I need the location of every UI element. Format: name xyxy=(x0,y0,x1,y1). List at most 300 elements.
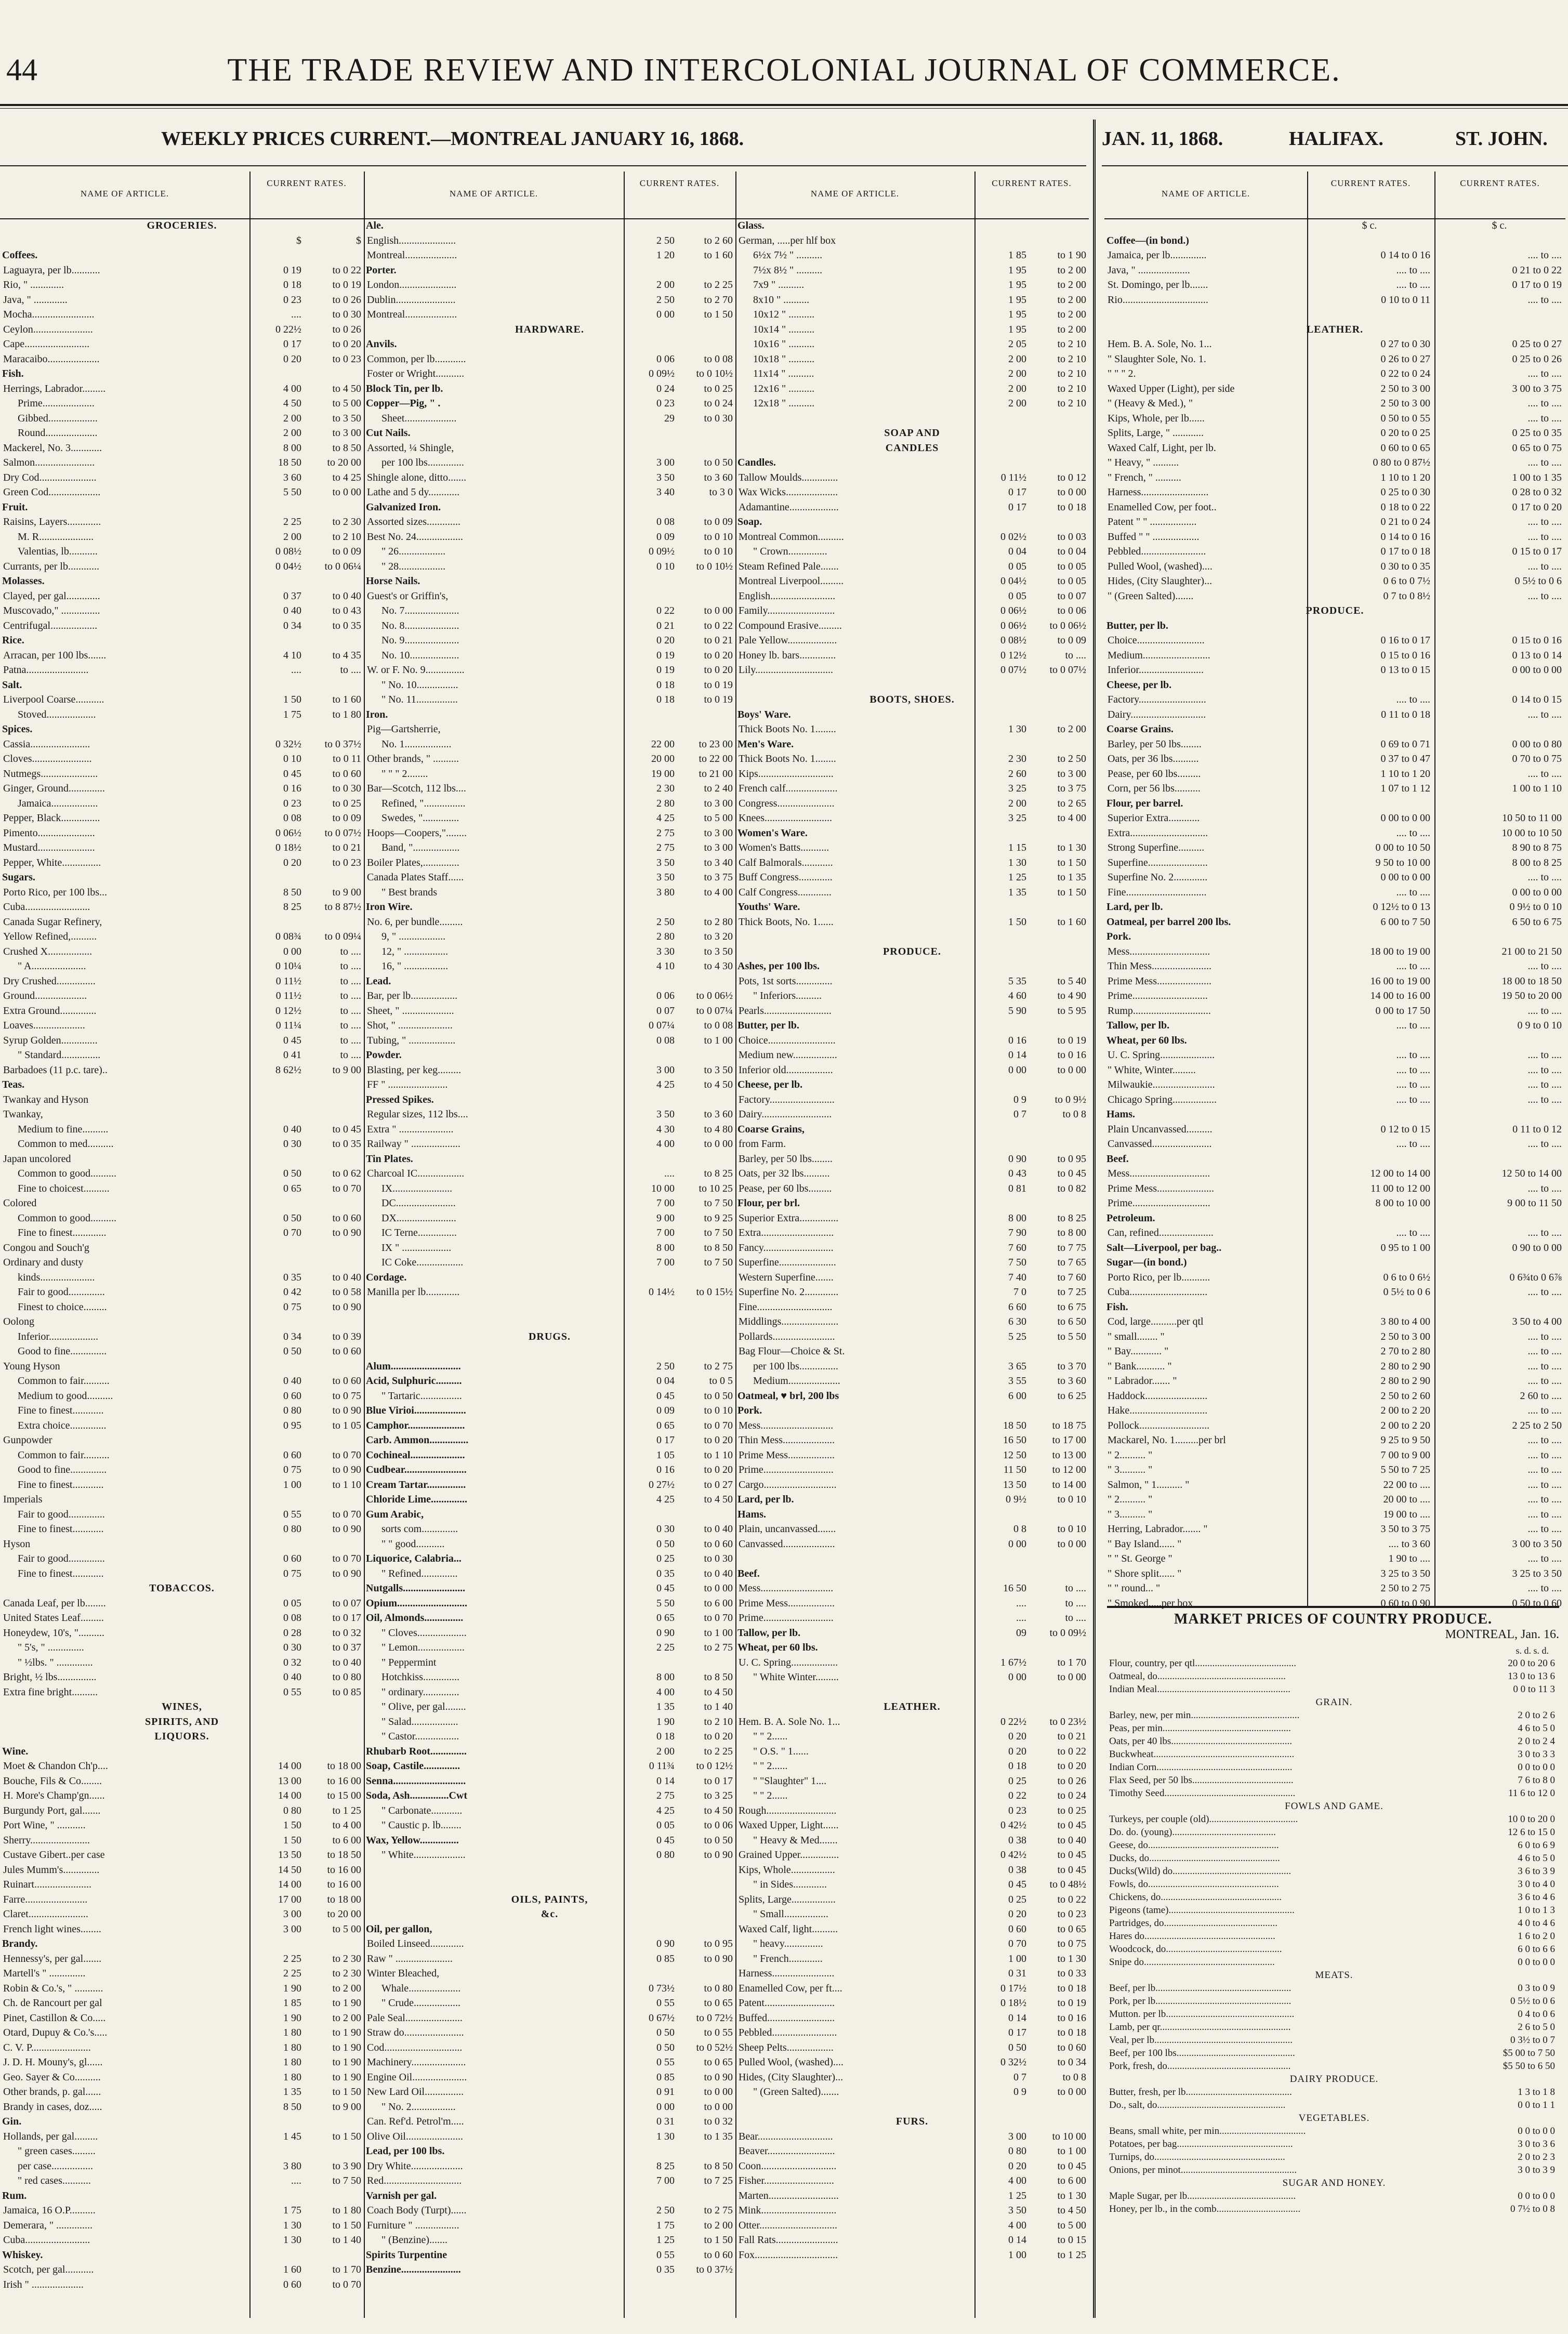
halifax-rate: .... to .... xyxy=(1396,1227,1430,1238)
rate-low: .... xyxy=(291,664,301,676)
stjohn-rate: 0 6¾to 0 6⅞ xyxy=(1509,1271,1562,1283)
market-item-price: 12 6 to 15 0 xyxy=(1508,1827,1555,1838)
price-row xyxy=(0,544,364,559)
rate-high: to 0 22 xyxy=(1057,1893,1086,1905)
article-name: Extra fine bright.......... xyxy=(3,1686,98,1698)
article-name: Fine to finest............. xyxy=(18,1227,107,1238)
rate-high: to 1 00 xyxy=(704,1627,733,1639)
price-row xyxy=(364,1892,735,1907)
halifax-rate: 0 60 to 0 65 xyxy=(1380,442,1430,454)
rate-low: 0 04 xyxy=(1008,546,1026,557)
rate-low: 3 80 xyxy=(656,886,675,898)
price-row xyxy=(364,1877,735,1892)
rate-low: 0 31 xyxy=(656,2116,675,2127)
price-row xyxy=(1104,840,1565,855)
rate-low: 0 75 xyxy=(283,1567,301,1579)
price-row xyxy=(1104,1492,1565,1507)
price-row xyxy=(0,1996,364,2011)
stjohn-rate: 0 25 to 0 27 xyxy=(1512,338,1562,350)
rate-low: 0 80 xyxy=(283,1804,301,1816)
article-name: Beef. xyxy=(1106,1153,1129,1165)
article-name: Pulled Wool, (washed).... xyxy=(1108,560,1213,572)
article-name: Teas. xyxy=(2,1079,25,1090)
price-row xyxy=(364,1818,735,1833)
article-name: Good to fine.............. xyxy=(18,1464,107,1475)
rate-high: to 0 09 xyxy=(704,516,733,528)
rate-low: 2 00 xyxy=(283,412,301,424)
article-name: Superfine....................... xyxy=(1108,856,1208,868)
market-item-price: 2 0 to 2 6 xyxy=(1518,1710,1555,1721)
rate-low: 1 30 xyxy=(656,2130,675,2142)
market-row xyxy=(1107,1904,1559,1917)
article-name: Soap, Castile.............. xyxy=(366,1760,460,1772)
market-item-price: 0 0 to 0 0 xyxy=(1518,1957,1555,1968)
rate-high: to 0 43 xyxy=(332,605,361,616)
price-row xyxy=(0,2173,364,2188)
rate-high: to 0 20 xyxy=(704,649,733,661)
rate-high: to 0 70 xyxy=(704,1612,733,1624)
halifax-rate: 0 21 to 0 24 xyxy=(1380,516,1430,528)
article-name: Herrings, Labrador......... xyxy=(3,383,106,394)
rate-high: to 1 35 xyxy=(1057,872,1086,883)
rate-high: to 0 26 xyxy=(1057,1775,1086,1787)
market-item-name: Do. do. (young).......................................... xyxy=(1109,1827,1276,1838)
rate-high: to 18 00 xyxy=(327,1893,361,1905)
market-prices-section xyxy=(1107,1606,1559,2318)
market-row xyxy=(1107,1657,1559,1670)
price-row xyxy=(735,1803,1089,1818)
halifax-rate: 2 50 to 2 60 xyxy=(1380,1390,1430,1402)
price-row xyxy=(0,1788,364,1803)
article-name: Barbadoes (11 p.c. tare).. xyxy=(3,1064,108,1076)
article-name: " Olive, per gal........ xyxy=(381,1701,466,1712)
rate-high: to 4 00 xyxy=(1057,812,1086,824)
article-name: GROCERIES. xyxy=(147,220,217,231)
rate-low: 0 19 xyxy=(656,649,675,661)
rate-low: 3 00 xyxy=(656,457,675,468)
rate-low: 0 21 xyxy=(656,619,675,631)
article-name: SPIRITS, AND xyxy=(144,1716,219,1728)
rate-low: 0 60 xyxy=(283,1449,301,1461)
rate-high: to 4 30 xyxy=(704,960,733,972)
price-row xyxy=(0,1418,364,1433)
article-name: Fancy........................... xyxy=(739,1242,834,1254)
stjohn-rate: 0 13 to 0 14 xyxy=(1512,649,1562,661)
rate-high: to 1 00 xyxy=(1057,2145,1086,2157)
rate-low: 0 50 xyxy=(283,1168,301,1179)
price-row xyxy=(735,293,1089,308)
article-name: Twankay and Hyson xyxy=(3,1093,89,1105)
price-row xyxy=(735,811,1089,826)
rate-low: 0 06½ xyxy=(275,827,301,839)
price-row xyxy=(364,1462,735,1478)
article-name: Rio................................. xyxy=(1108,294,1208,306)
rate-low: 0 91 xyxy=(656,2086,675,2098)
rate-high: to 8 50 xyxy=(332,442,361,454)
rate-low: 0 23 xyxy=(283,294,301,306)
rate-high: to 10 25 xyxy=(699,1182,733,1194)
article-name: Dairy............................. xyxy=(1108,708,1206,720)
article-name: Oil, per gallon, xyxy=(366,1923,432,1935)
rate-low: 0 14 xyxy=(656,1775,675,1787)
rate-low: 1 30 xyxy=(283,2219,301,2231)
rate-high: to 0 00 xyxy=(1057,1538,1086,1550)
price-row xyxy=(364,855,735,871)
stjohn-rate: 8 90 to 8 75 xyxy=(1512,842,1562,853)
price-row xyxy=(735,648,1089,663)
market-item-price: 2 0 to 2 3 xyxy=(1518,2152,1555,2162)
market-row xyxy=(1107,1995,1559,2008)
price-row xyxy=(735,1225,1089,1241)
article-name: Kips............................. xyxy=(739,768,834,780)
rate-low: 0 65 xyxy=(656,1612,675,1624)
rate-low: 0 10 xyxy=(656,560,675,572)
rate-low: 2 25 xyxy=(283,1953,301,1964)
rate-high: to 0 20 xyxy=(1057,1760,1086,1772)
price-row xyxy=(1104,811,1565,826)
rate-high: to 2 60 xyxy=(704,234,733,246)
rate-high: to 3 0 xyxy=(709,486,733,498)
rate-high: to 3 70 xyxy=(1057,1360,1086,1372)
article-name: Medium.......................... xyxy=(1108,649,1210,661)
rate-high: to 2 10 xyxy=(1057,353,1086,365)
rate-high: to 0 19 xyxy=(1057,1034,1086,1046)
rate-low: 0 11½ xyxy=(275,975,301,987)
rate-high: to 0 00 xyxy=(1057,486,1086,498)
article-name: Enamelled Cow, per foot.. xyxy=(1108,501,1217,513)
market-row xyxy=(1107,1787,1559,1800)
rate-low: 0 25 xyxy=(1008,1775,1026,1787)
rate-low: 0 9 xyxy=(1013,2086,1026,2098)
market-item-price: 0 0 to 0 0 xyxy=(1518,1762,1555,1773)
rate-low: 2 00 xyxy=(1008,383,1026,394)
rate-low: 8 00 xyxy=(656,1242,675,1254)
article-name: Oil, Almonds............... xyxy=(366,1612,464,1624)
rate-high: to 2 00 xyxy=(1057,279,1086,291)
price-row xyxy=(364,2144,735,2159)
price-row xyxy=(0,870,364,885)
article-name: Assorted sizes............. xyxy=(367,516,460,528)
article-name: Manilla per lb............. xyxy=(367,1286,460,1298)
rate-high: to 0 60 xyxy=(332,1212,361,1224)
rate-low: 0 42½ xyxy=(1000,1849,1026,1861)
price-row xyxy=(0,1137,364,1152)
rate-high: to 0 55 xyxy=(704,2027,733,2038)
rate-low: 8 62½ xyxy=(275,1064,301,1076)
article-name: Pearls.......................... xyxy=(739,1005,832,1017)
price-row xyxy=(735,855,1089,871)
rate-low: 1 85 xyxy=(283,1997,301,2009)
rate-high: to 4 00 xyxy=(332,1819,361,1831)
price-row xyxy=(364,500,735,515)
halifax-rate: 19 00 to .... xyxy=(1383,1508,1430,1520)
article-name: Cassia....................... xyxy=(3,738,90,750)
price-row xyxy=(1104,352,1565,367)
price-row xyxy=(0,1433,364,1448)
price-row xyxy=(1104,530,1565,545)
market-row xyxy=(1107,2164,1559,2177)
article-name: " 3.......... " xyxy=(1108,1464,1153,1475)
rate-low: 0 45 xyxy=(283,1034,301,1046)
halifax-rate: 0 12½ to 0 13 xyxy=(1373,901,1430,913)
price-row xyxy=(364,737,735,752)
article-name: Prime........................... xyxy=(739,1612,834,1624)
rate-high: to 16 00 xyxy=(327,1864,361,1876)
article-name: Gin. xyxy=(2,2116,22,2127)
stjohn-rate: .... to .... xyxy=(1527,294,1562,306)
rate-high: to 0 70 xyxy=(332,1508,361,1520)
price-row xyxy=(735,2144,1089,2159)
rate-low: 0 12½ xyxy=(275,1005,301,1017)
price-row xyxy=(364,633,735,648)
rate-low: 0 23 xyxy=(1008,1804,1026,1816)
price-row xyxy=(0,381,364,397)
price-row xyxy=(1104,1241,1565,1256)
article-name: Ceylon....................... xyxy=(3,323,93,335)
price-row xyxy=(1104,603,1565,618)
price-row xyxy=(0,1803,364,1818)
price-row xyxy=(0,263,364,278)
price-row xyxy=(364,1788,735,1803)
rate-low: 2 60 xyxy=(1008,768,1026,780)
price-row xyxy=(735,2218,1089,2233)
article-name: Rump.............................. xyxy=(1108,1005,1211,1017)
rate-high: to .... xyxy=(1065,1597,1086,1609)
article-name: Pimento...................... xyxy=(3,827,95,839)
article-name: Pollock........................... xyxy=(1108,1419,1210,1431)
stjohn-rate: .... to .... xyxy=(1527,457,1562,468)
price-row xyxy=(364,411,735,426)
halifax-rate: 3 50 to 3 75 xyxy=(1380,1523,1430,1535)
market-item-price: 13 0 to 13 6 xyxy=(1508,1671,1555,1682)
rate-low: 0 18 xyxy=(656,694,675,705)
article-name: Kips, Whole, per lb...... xyxy=(1108,412,1205,424)
article-name: Beaver.......................... xyxy=(739,2145,835,2157)
price-row xyxy=(1104,1152,1565,1167)
rate-low: 0 60 xyxy=(283,2278,301,2290)
rate-low: 1 80 xyxy=(283,2071,301,2083)
rate-high: to 9 00 xyxy=(332,886,361,898)
price-row xyxy=(1104,248,1565,263)
article-name: Olive Oil...................... xyxy=(367,2130,463,2142)
price-row xyxy=(364,2085,735,2100)
article-name: Valentias, lb........... xyxy=(18,546,98,557)
rate-low: .... xyxy=(291,2175,301,2186)
price-row xyxy=(0,1092,364,1107)
rate-low: 2 00 xyxy=(656,279,675,291)
article-name: Mackerel, No. 3............ xyxy=(3,442,102,454)
price-row xyxy=(735,1196,1089,1211)
rate-low: 6 60 xyxy=(1008,1301,1026,1313)
article-name: Pease, per 60 lbs......... xyxy=(739,1182,832,1194)
rate-high: to .... xyxy=(340,960,361,972)
price-row xyxy=(0,1655,364,1670)
price-row xyxy=(735,1699,1089,1715)
market-item-price: 1 0 to 1 3 xyxy=(1518,1905,1555,1916)
price-row xyxy=(364,322,735,337)
article-name: 8x10 " .......... xyxy=(753,294,810,306)
rate-low: 4 00 xyxy=(656,1138,675,1150)
stjohn-rate: 0 17 to 0 19 xyxy=(1512,279,1562,291)
article-name: Thick Boots No. 1........ xyxy=(739,753,836,764)
rate-high: to 2 30 xyxy=(332,516,361,528)
price-row xyxy=(364,1774,735,1789)
article-name: No. 10................... xyxy=(381,649,459,661)
rate-low: 0 55 xyxy=(656,2249,675,2261)
price-row xyxy=(1104,1359,1565,1374)
price-row xyxy=(1104,781,1565,796)
rate-high: to 0 15 xyxy=(1057,2234,1086,2246)
article-name: Pig—Gartsherrie, xyxy=(367,723,441,735)
article-name: Cod, large..........per qtl xyxy=(1108,1316,1204,1327)
halifax-rate: 0 20 to 0 25 xyxy=(1380,427,1430,439)
rate-high: to 0 00 xyxy=(1057,1064,1086,1076)
rate-low: 0 11¾ xyxy=(649,1760,675,1772)
article-name: " (Green Salted)....... xyxy=(753,2086,839,2098)
price-row xyxy=(1104,441,1565,456)
article-name: LEATHER. xyxy=(1306,323,1364,335)
article-name: Pale Seal...................... xyxy=(367,2012,463,2024)
market-item-name: FOWLS AND GAME. xyxy=(1285,1801,1383,1812)
rate-high: to 4 50 xyxy=(704,1079,733,1090)
rate-high: to 8 87½ xyxy=(324,901,361,913)
market-row xyxy=(1107,2151,1559,2164)
article-name: Sheet, " .................... xyxy=(367,1005,454,1017)
price-row xyxy=(364,1522,735,1537)
article-name: Oatmeal, ♥ brl, 200 lbs xyxy=(737,1390,839,1402)
price-row xyxy=(0,2203,364,2218)
rate-high: to 0 10½ xyxy=(696,368,733,379)
stjohn-rate: .... to .... xyxy=(1527,368,1562,379)
article-name: Medium new................. xyxy=(739,1049,837,1061)
price-row xyxy=(735,1818,1089,1833)
rate-high: to 0 10 xyxy=(704,1405,733,1416)
price-row xyxy=(735,381,1089,397)
article-name: Nutgalls........................ xyxy=(366,1583,466,1594)
rate-low: 1 75 xyxy=(283,2205,301,2216)
price-row xyxy=(364,915,735,930)
market-item-price: 20 0 to 20 6 xyxy=(1508,1658,1555,1669)
price-row xyxy=(1104,1270,1565,1285)
article-name: " ordinary.............. xyxy=(381,1686,459,1698)
article-name: Prime Mess.................. xyxy=(739,1449,835,1461)
rate-high: to 0 06 xyxy=(1057,605,1086,616)
rate-high: to 0 60 xyxy=(704,1538,733,1550)
price-row xyxy=(364,707,735,722)
article-name: " White Winter......... xyxy=(753,1671,839,1683)
article-name: Dublin....................... xyxy=(367,294,456,306)
page-header xyxy=(0,52,1568,99)
price-row xyxy=(364,263,735,278)
stjohn-rate: 0 5½ to 0 6 xyxy=(1514,575,1562,587)
rate-low: 4 00 xyxy=(1008,2219,1026,2231)
article-name: Cape......................... xyxy=(3,338,90,350)
rate-low: 12 50 xyxy=(1003,1449,1026,1461)
article-name: U. C. Spring..................... xyxy=(1108,1049,1215,1061)
article-name: Centrifugal.................. xyxy=(3,619,98,631)
rate-high: to 1 50 xyxy=(704,309,733,320)
rate-high: to 0 24 xyxy=(704,398,733,409)
stjohn-rate: 0 9 to 0 10 xyxy=(1517,1020,1562,1031)
rate-low: 0 55 xyxy=(656,1997,675,2009)
rate-high: to 0 70 xyxy=(332,1182,361,1194)
price-row xyxy=(364,826,735,841)
halifax-rate: 22 00 to .... xyxy=(1383,1479,1430,1491)
price-row xyxy=(735,2070,1089,2085)
price-row xyxy=(364,959,735,974)
rate-high: to 1 25 xyxy=(332,1804,361,1816)
article-name: LIQUORS. xyxy=(154,1731,209,1742)
price-row xyxy=(364,2218,735,2233)
market-item-name: Pork, fresh, do.................................................. xyxy=(1109,2061,1291,2072)
rate-high: to 1 90 xyxy=(332,2027,361,2038)
article-name: Stoved................... xyxy=(18,708,96,720)
price-row xyxy=(364,1344,735,1359)
rate-high: to 2 10 xyxy=(704,1716,733,1728)
rate-low: 1 60 xyxy=(283,2264,301,2275)
rate-high: to 5 50 xyxy=(1057,1330,1086,1342)
article-name: " Heavy & Med....... xyxy=(753,1834,838,1846)
article-name: " "Slaughter" 1.... xyxy=(753,1775,827,1787)
rate-high: to 0 65 xyxy=(704,1997,733,2009)
rate-high: to 1 40 xyxy=(332,2234,361,2246)
rate-low: 0 27½ xyxy=(649,1479,675,1491)
article-name: " 26.................. xyxy=(381,546,446,557)
price-row xyxy=(1104,337,1565,352)
price-row xyxy=(1104,1329,1565,1344)
rate-low: 14 00 xyxy=(278,1879,301,1890)
rate-high: to 3 00 xyxy=(704,827,733,839)
rate-high: to 1 90 xyxy=(1057,249,1086,261)
halifax-rate: .... to .... xyxy=(1396,1049,1430,1061)
article-name: Tin Plates. xyxy=(366,1153,413,1165)
price-row xyxy=(0,500,364,515)
article-name: " A..................... xyxy=(18,960,86,972)
price-row xyxy=(364,2188,735,2204)
price-row xyxy=(1104,959,1565,974)
rate-high: to 0 90 xyxy=(332,1405,361,1416)
price-row xyxy=(1104,1566,1565,1581)
price-row xyxy=(364,811,735,826)
rate-high: to 0 45 xyxy=(1057,2160,1086,2172)
price-row xyxy=(735,1951,1089,1967)
article-name: " Cloves................... xyxy=(381,1627,467,1639)
market-row xyxy=(1107,1917,1559,1930)
article-name: Butter, per lb. xyxy=(737,1020,799,1031)
price-row xyxy=(0,1818,364,1833)
rate-high: to 4 50 xyxy=(1057,2205,1086,2216)
stjohn-rate: 8 00 to 8 25 xyxy=(1512,856,1562,868)
article-name: Cargo............................ xyxy=(739,1479,837,1491)
rate-low: 0 95 xyxy=(283,1419,301,1431)
market-row xyxy=(1107,2177,1559,2190)
price-row xyxy=(0,530,364,545)
rate-high: to 0 60 xyxy=(332,1346,361,1357)
price-row xyxy=(0,900,364,915)
rate-high: to 3 00 xyxy=(704,842,733,853)
rate-low: 0 08¾ xyxy=(275,931,301,942)
article-name: PRODUCE. xyxy=(1306,605,1364,616)
rate-high: to .... xyxy=(1065,649,1086,661)
price-row xyxy=(364,618,735,634)
article-name: Otard, Dupuy & Co.'s..... xyxy=(3,2027,108,2038)
article-name: Jules Mumm's.............. xyxy=(3,1864,100,1876)
article-name: C. V. P....................... xyxy=(3,2041,91,2053)
market-item-name: Veal, per lb........................................................ xyxy=(1109,2035,1293,2046)
rate-low: 0 18 xyxy=(656,679,675,691)
rate-low: 2 25 xyxy=(283,1968,301,1979)
halifax-rate: 2 50 to 3 00 xyxy=(1380,1330,1430,1342)
